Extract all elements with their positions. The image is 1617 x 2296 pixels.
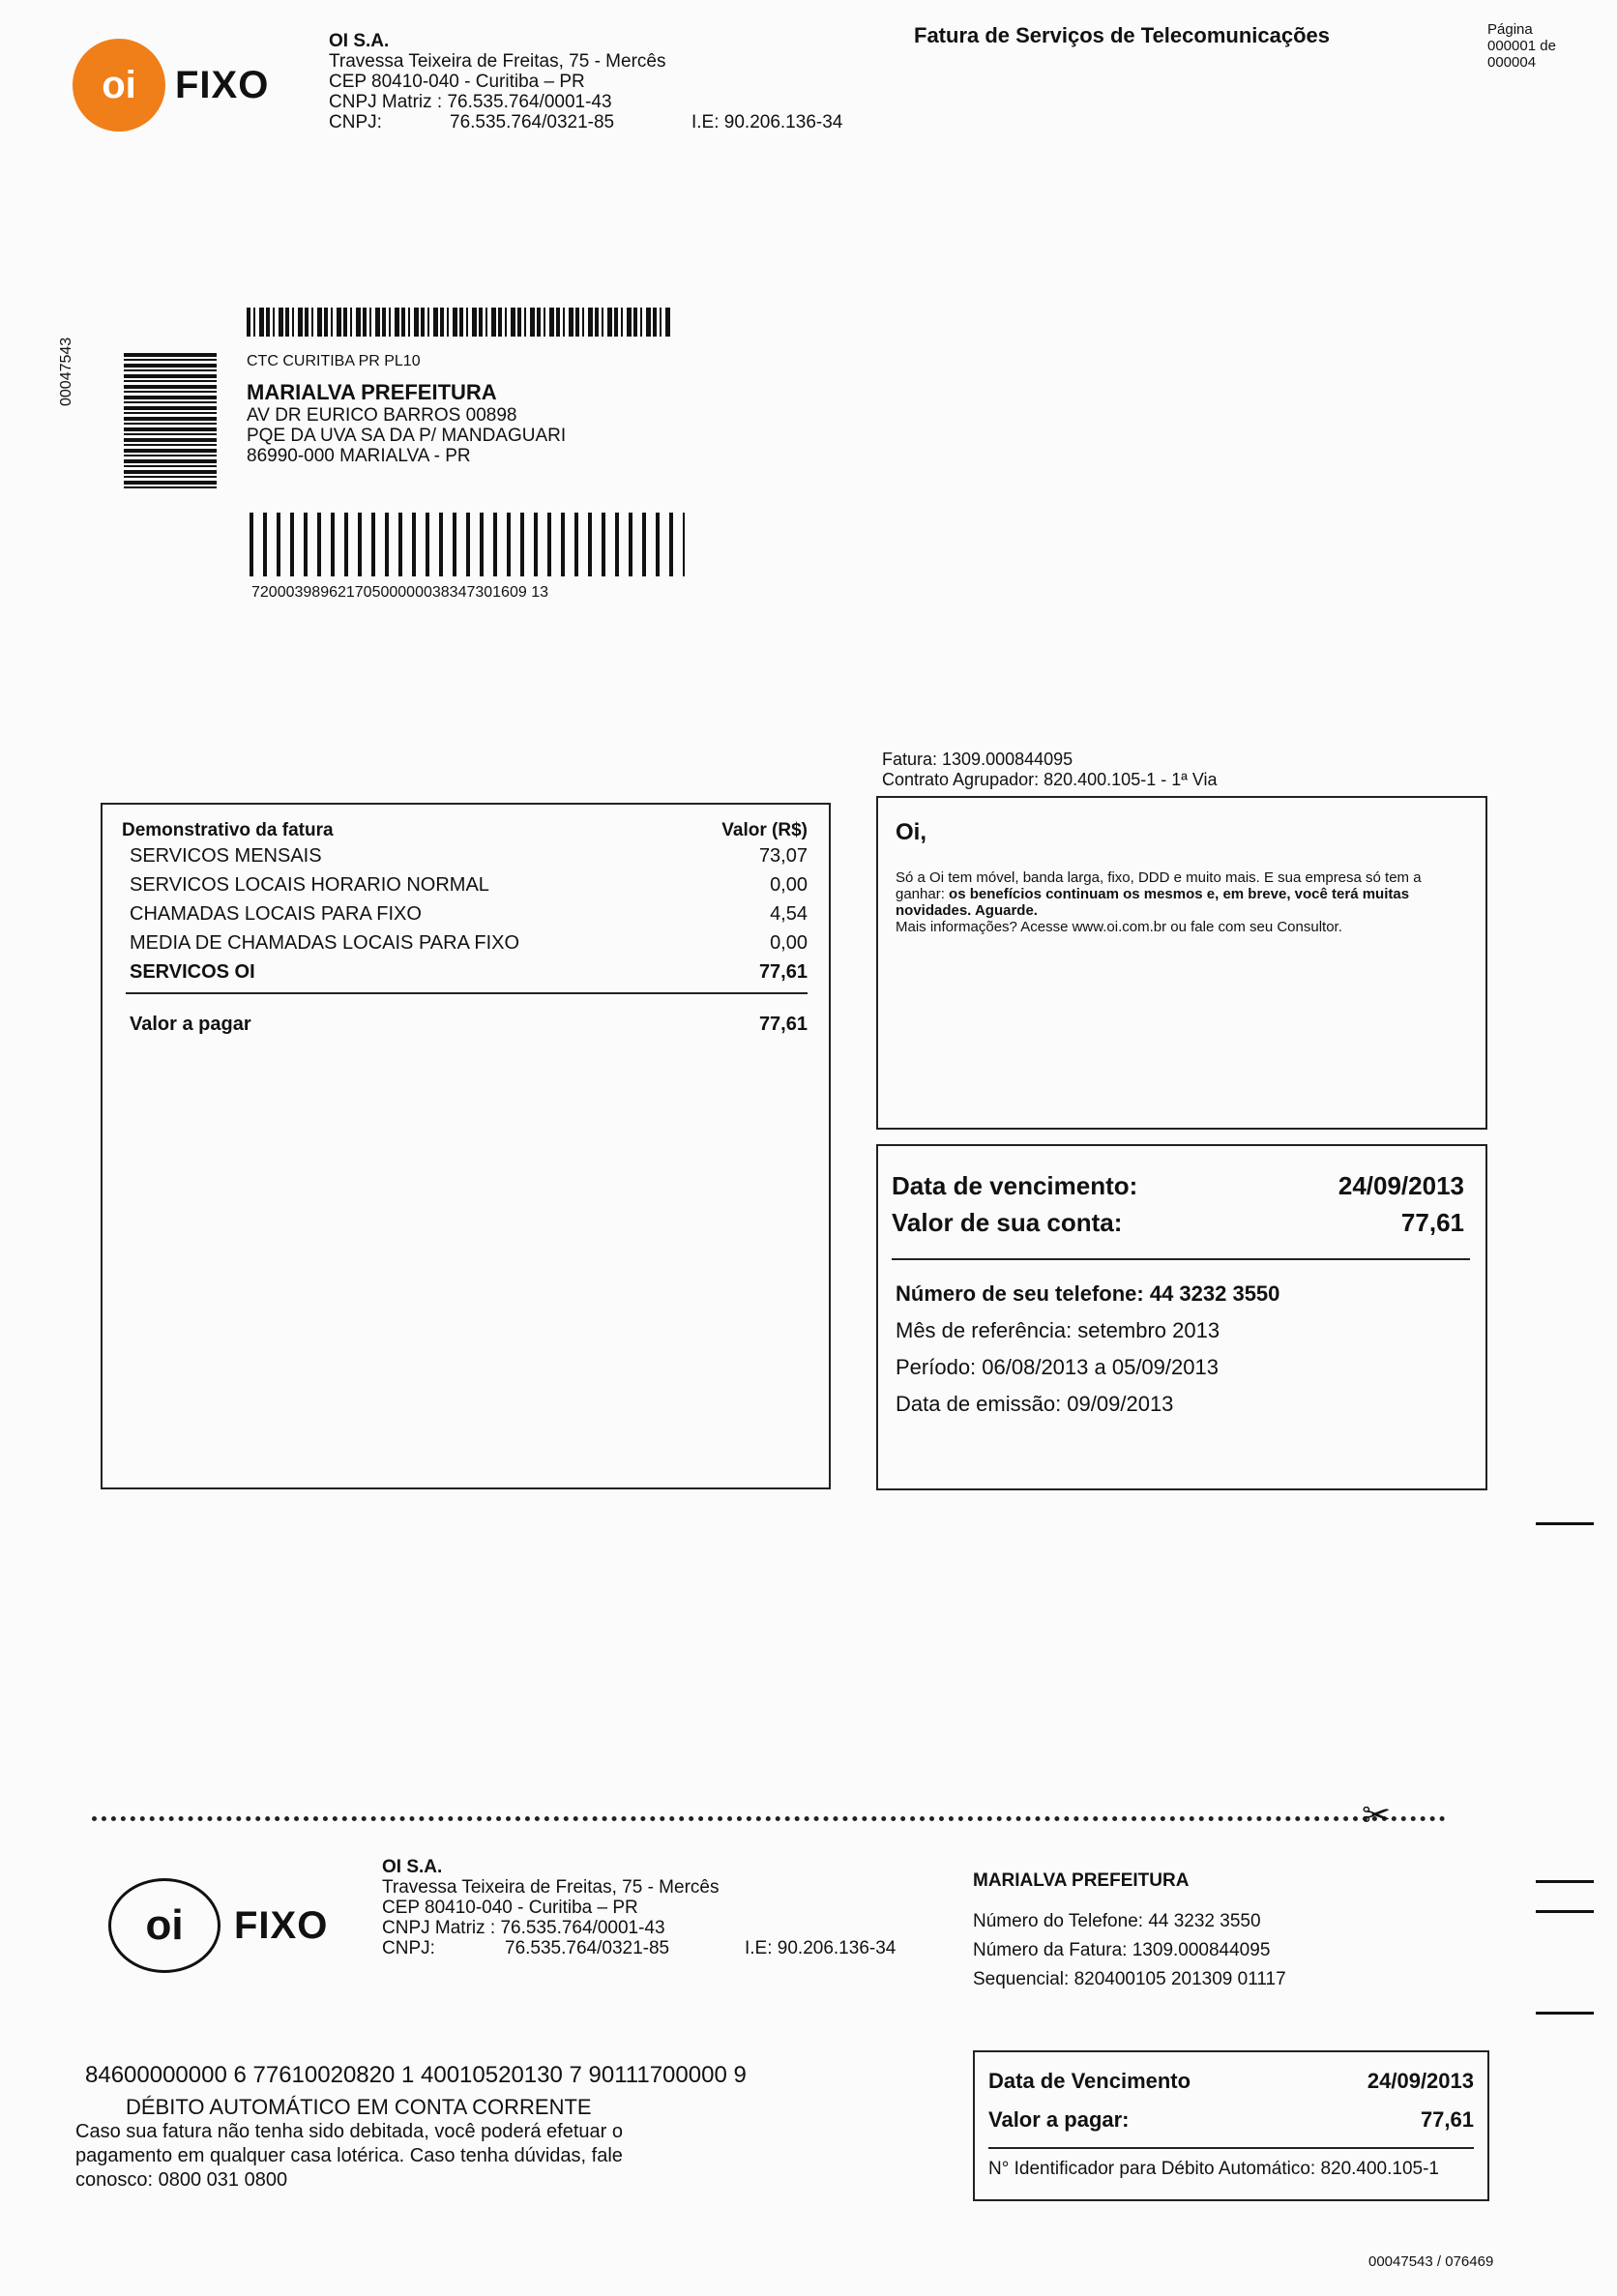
invoice-reference [882, 750, 1218, 790]
oi-logo-icon: oi [73, 39, 165, 132]
company-name: OI S.A. [329, 31, 390, 51]
side-code-text: 00047543 [58, 337, 74, 406]
stub-sequence: Sequencial: 820400105 201309 01117 [973, 1969, 1286, 1989]
stub-due-label: Data de Vencimento [988, 2069, 1191, 2093]
stub-logo-suffix: FIXO [234, 1903, 329, 1947]
mail-barcode-number: 72000398962170500000038347301609 13 [251, 584, 548, 601]
message-text-bold: os benefícios continuam os mesmos e, em breve, você terá muitas novidades. Aguarde. [896, 886, 1410, 919]
edge-mark [1536, 1910, 1594, 1913]
statement-item-label: SERVICOS MENSAIS [130, 845, 322, 867]
recipient-address-line3: 86990-000 MARIALVA - PR [247, 446, 471, 466]
statement-item [130, 928, 808, 957]
recipient-address-line2: PQE DA UVA SA DA P/ MANDAGUARI [247, 426, 567, 446]
stub-amount-label: Valor a pagar: [988, 2107, 1130, 2132]
stub-company-address-line2: CEP 80410-040 - Curitiba – PR [382, 1898, 638, 1918]
side-barcode [124, 353, 217, 488]
summary-box [876, 1144, 1487, 1490]
routing-code: CTC CURITIBA PR PL10 [247, 353, 421, 369]
mailing-address [247, 353, 566, 466]
statement-total-label: Valor a pagar [130, 1014, 251, 1035]
oi-stub-logo-icon [108, 1878, 220, 1973]
statement-item-value: 4,54 [770, 903, 808, 925]
message-box [876, 796, 1487, 1130]
message-greeting: Oi, [896, 819, 927, 845]
stub-invoice: Número da Fatura: 1309.000844095 [973, 1940, 1271, 1960]
statement-items [122, 841, 808, 986]
phone-number: Número de seu telefone: 44 3232 3550 [896, 1281, 1280, 1306]
statement-item-label: SERVICOS OI [130, 961, 255, 983]
edge-mark [1536, 1880, 1594, 1883]
debit-title: DÉBITO AUTOMÁTICO EM CONTA CORRENTE [126, 2095, 592, 2119]
debit-text: Caso sua fatura não tenha sido debitada, você poderá efetuar o pagamento em qualquer casa lotérica. Caso tenha dúvidas, fale conosco: 0800 031 0800 [75, 2121, 623, 2191]
recipient-address-line1: AV DR EURICO BARROS 00898 [247, 405, 517, 426]
stub-cnpj-label: CNPJ: [382, 1938, 435, 1958]
amount-value: 77,61 [1400, 1208, 1464, 1237]
statement-item-label: MEDIA DE CHAMADAS LOCAIS PARA FIXO [130, 932, 520, 954]
stub-customer-info [973, 1867, 1286, 1994]
contract-number: Contrato Agrupador: 820.400.105-1 - 1ª Via [882, 770, 1218, 789]
statement-item [130, 841, 808, 870]
statement-item-label: CHAMADAS LOCAIS PARA FIXO [130, 903, 422, 925]
company-ie: I.E: 90.206.136-34 [691, 112, 843, 132]
footer-code: 00047543 / 076469 [1368, 2253, 1494, 2270]
company-cnpj-value: 76.535.764/0321-85 [450, 112, 615, 132]
cut-line [92, 1816, 1446, 1821]
statement-item-value: 73,07 [758, 845, 808, 867]
stub-phone: Número do Telefone: 44 3232 3550 [973, 1911, 1261, 1931]
billing-period: Período: 06/08/2013 a 05/09/2013 [896, 1355, 1219, 1379]
statement-item-label: SERVICOS LOCAIS HORARIO NORMAL [130, 874, 489, 896]
stub-company-name: OI S.A. [382, 1857, 443, 1877]
statement-item-value: 0,00 [770, 932, 808, 954]
edge-mark [1536, 1522, 1594, 1525]
company-info [329, 31, 842, 132]
mail-barcode [250, 513, 685, 576]
statement-divider [126, 992, 808, 994]
stub-cnpj-value: 76.535.764/0321-85 [505, 1938, 670, 1958]
due-date-value: 24/09/2013 [1338, 1171, 1464, 1200]
stub-customer-name: MARIALVA PREFEITURA [973, 1870, 1190, 1891]
amount-label: Valor de sua conta: [892, 1208, 1123, 1237]
statement-title: Demonstrativo da fatura [122, 820, 334, 840]
scissors-icon: ✂ [1362, 1795, 1392, 1835]
document-title: Fatura de Serviços de Telecomunicações [914, 23, 1330, 47]
company-logo [73, 39, 269, 132]
recipient-name: MARIALVA PREFEITURA [247, 380, 497, 404]
logo-suffix: FIXO [175, 63, 270, 106]
statement-total-value: 77,61 [758, 1014, 808, 1035]
message-more-info: Mais informações? Acesse www.oi.com.br ou fale com seu Consultor. [896, 919, 1342, 935]
stub-ie: I.E: 90.206.136-34 [745, 1938, 897, 1958]
stub-payment-box [973, 2050, 1489, 2201]
issue-date: Data de emissão: 09/09/2013 [896, 1392, 1174, 1416]
due-date-label: Data de vencimento: [892, 1171, 1138, 1200]
company-cnpj-matriz: CNPJ Matriz : 76.535.764/0001-43 [329, 92, 612, 112]
statement-value-header: Valor (R$) [721, 820, 808, 840]
reference-month: Mês de referência: setembro 2013 [896, 1318, 1220, 1342]
company-address-line1: Travessa Teixeira de Freitas, 75 - Mercês [329, 51, 666, 72]
page-indicator [1487, 21, 1556, 71]
statement-item-value: 77,61 [758, 961, 808, 983]
stub-divider [988, 2147, 1474, 2149]
page-total: 000004 [1487, 54, 1537, 71]
page-value: 000001 de [1487, 38, 1556, 54]
stub-amount-value: 77,61 [1420, 2107, 1474, 2132]
page-label: Página [1487, 21, 1533, 38]
stub-debit-id: N° Identificador para Débito Automático: 820.400.105-1 [988, 2159, 1440, 2179]
postal-barcode [247, 308, 672, 337]
stub-due-value: 24/09/2013 [1367, 2069, 1474, 2093]
statement-item-value: 0,00 [770, 874, 808, 896]
invoice-number: Fatura: 1309.000844095 [882, 750, 1073, 769]
summary-divider [892, 1258, 1470, 1260]
statement-box [101, 803, 831, 1489]
edge-mark [1536, 2012, 1594, 2015]
stub-company-cnpj-matriz: CNPJ Matriz : 76.535.764/0001-43 [382, 1918, 665, 1938]
digitable-line: 84600000000 6 77610020820 1 40010520130 7 90111700000 9 [85, 2062, 747, 2088]
statement-item [130, 870, 808, 899]
company-address-line2: CEP 80410-040 - Curitiba – PR [329, 72, 585, 92]
stub-company-address-line1: Travessa Teixeira de Freitas, 75 - Mercês [382, 1877, 720, 1898]
stub-logo [108, 1878, 328, 1973]
statement-item [130, 899, 808, 928]
stub-logo-label: oi [145, 1901, 184, 1949]
stub-company-info [382, 1857, 896, 1958]
message-text: Só a Oi tem móvel, banda larga, fixo, DDD e muito mais. E sua empresa só tem a ganhar: [896, 869, 1422, 902]
statement-item [130, 957, 808, 986]
company-cnpj-label: CNPJ: [329, 112, 382, 132]
